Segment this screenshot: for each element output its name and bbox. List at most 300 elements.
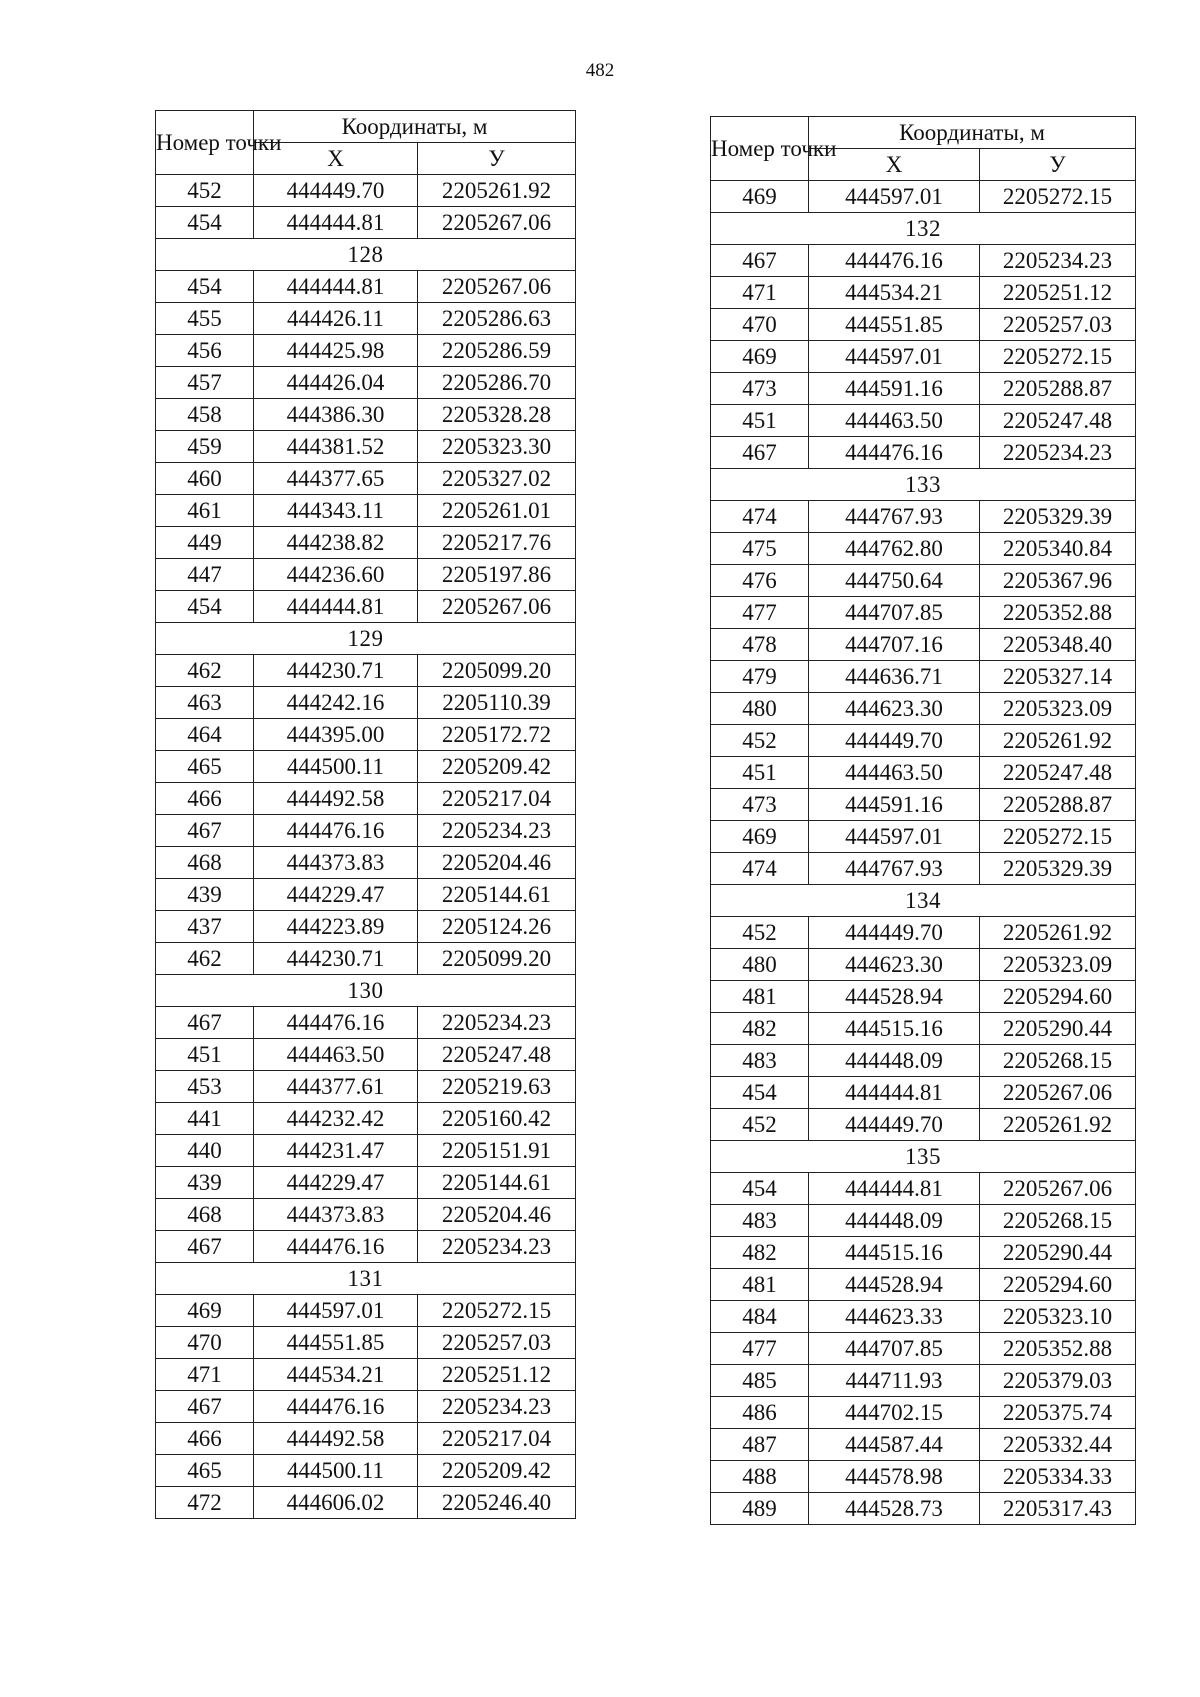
y-coordinate-cell: 2205272.15 — [418, 1295, 576, 1327]
table-row — [711, 565, 1136, 597]
table-row — [711, 181, 1136, 213]
section-number: 128 — [156, 239, 576, 271]
x-coordinate-cell: 444636.71 — [809, 661, 980, 693]
point-number-cell: 469 — [711, 341, 809, 373]
point-number-cell: 478 — [711, 629, 809, 661]
point-number-cell: 454 — [711, 1173, 809, 1205]
header-point-number: Номер точки — [156, 111, 254, 175]
y-coordinate-cell: 2205124.26 — [418, 911, 576, 943]
point-number-cell: 483 — [711, 1205, 809, 1237]
point-number-cell: 469 — [711, 821, 809, 853]
y-coordinate-cell: 2205294.60 — [980, 981, 1136, 1013]
table-row — [711, 1109, 1136, 1141]
x-coordinate-cell: 444444.81 — [254, 271, 418, 303]
table-row — [711, 725, 1136, 757]
section-number: 129 — [156, 623, 576, 655]
y-coordinate-cell: 2205247.48 — [980, 757, 1136, 789]
y-coordinate-cell: 2205257.03 — [980, 309, 1136, 341]
section-number: 130 — [156, 975, 576, 1007]
y-coordinate-cell: 2205352.88 — [980, 597, 1136, 629]
y-coordinate-cell: 2205261.92 — [418, 175, 576, 207]
table-row — [156, 303, 576, 335]
table-row — [156, 943, 576, 975]
y-coordinate-cell: 2205261.01 — [418, 495, 576, 527]
point-number-cell: 472 — [156, 1487, 254, 1519]
y-coordinate-cell: 2205219.63 — [418, 1071, 576, 1103]
x-coordinate-cell: 444707.85 — [809, 597, 980, 629]
table-row — [156, 1391, 576, 1423]
x-coordinate-cell: 444597.01 — [809, 821, 980, 853]
y-coordinate-cell: 2205204.46 — [418, 847, 576, 879]
x-coordinate-cell: 444476.16 — [809, 245, 980, 277]
table-row — [156, 1007, 576, 1039]
y-coordinate-cell: 2205267.06 — [980, 1173, 1136, 1205]
header-y: У — [980, 149, 1136, 181]
table-row — [711, 1205, 1136, 1237]
x-coordinate-cell: 444534.21 — [809, 277, 980, 309]
table-row — [156, 1455, 576, 1487]
x-coordinate-cell: 444238.82 — [254, 527, 418, 559]
x-coordinate-cell: 444597.01 — [254, 1295, 418, 1327]
point-number-cell: 460 — [156, 463, 254, 495]
x-coordinate-cell: 444449.70 — [254, 175, 418, 207]
x-coordinate-cell: 444449.70 — [809, 725, 980, 757]
x-coordinate-cell: 444707.16 — [809, 629, 980, 661]
x-coordinate-cell: 444515.16 — [809, 1013, 980, 1045]
x-coordinate-cell: 444762.80 — [809, 533, 980, 565]
table-row — [156, 207, 576, 239]
x-coordinate-cell: 444444.81 — [809, 1077, 980, 1109]
table-row — [156, 1103, 576, 1135]
table-row — [156, 911, 576, 943]
table-row — [711, 1045, 1136, 1077]
table-row — [156, 431, 576, 463]
point-number-cell: 480 — [711, 693, 809, 725]
header-y: У — [418, 143, 576, 175]
section-row — [156, 623, 576, 655]
section-row — [156, 975, 576, 1007]
point-number-cell: 483 — [711, 1045, 809, 1077]
y-coordinate-cell: 2205288.87 — [980, 373, 1136, 405]
y-coordinate-cell: 2205294.60 — [980, 1269, 1136, 1301]
table-row — [156, 1231, 576, 1263]
table-row — [711, 501, 1136, 533]
x-coordinate-cell: 444707.85 — [809, 1333, 980, 1365]
y-coordinate-cell: 2205261.92 — [980, 1109, 1136, 1141]
point-number-cell: 467 — [156, 1391, 254, 1423]
x-coordinate-cell: 444551.85 — [254, 1327, 418, 1359]
x-coordinate-cell: 444381.52 — [254, 431, 418, 463]
y-coordinate-cell: 2205334.33 — [980, 1461, 1136, 1493]
y-coordinate-cell: 2205144.61 — [418, 1167, 576, 1199]
y-coordinate-cell: 2205375.74 — [980, 1397, 1136, 1429]
y-coordinate-cell: 2205251.12 — [980, 277, 1136, 309]
y-coordinate-cell: 2205251.12 — [418, 1359, 576, 1391]
y-coordinate-cell: 2205267.06 — [418, 271, 576, 303]
x-coordinate-cell: 444528.94 — [809, 981, 980, 1013]
y-coordinate-cell: 2205329.39 — [980, 853, 1136, 885]
y-coordinate-cell: 2205247.48 — [980, 405, 1136, 437]
table-row — [711, 949, 1136, 981]
x-coordinate-cell: 444597.01 — [809, 341, 980, 373]
point-number-cell: 467 — [711, 245, 809, 277]
table-row — [156, 751, 576, 783]
table-row — [711, 1077, 1136, 1109]
table-row — [156, 463, 576, 495]
y-coordinate-cell: 2205290.44 — [980, 1013, 1136, 1045]
y-coordinate-cell: 2205290.44 — [980, 1237, 1136, 1269]
table-row — [711, 1301, 1136, 1333]
point-number-cell: 476 — [711, 565, 809, 597]
y-coordinate-cell: 2205367.96 — [980, 565, 1136, 597]
coordinates-table-left — [155, 110, 576, 1519]
table-row — [156, 687, 576, 719]
point-number-cell: 474 — [711, 501, 809, 533]
x-coordinate-cell: 444242.16 — [254, 687, 418, 719]
point-number-cell: 471 — [156, 1359, 254, 1391]
y-coordinate-cell: 2205099.20 — [418, 655, 576, 687]
y-coordinate-cell: 2205247.48 — [418, 1039, 576, 1071]
table-row — [156, 271, 576, 303]
table-row — [711, 981, 1136, 1013]
table-row — [711, 373, 1136, 405]
table-row — [156, 175, 576, 207]
point-number-cell: 467 — [156, 1231, 254, 1263]
x-coordinate-cell: 444476.16 — [254, 1391, 418, 1423]
x-coordinate-cell: 444623.30 — [809, 693, 980, 725]
point-number-cell: 470 — [711, 309, 809, 341]
x-coordinate-cell: 444232.42 — [254, 1103, 418, 1135]
point-number-cell: 451 — [711, 405, 809, 437]
y-coordinate-cell: 2205327.02 — [418, 463, 576, 495]
y-coordinate-cell: 2205234.23 — [418, 815, 576, 847]
x-coordinate-cell: 444702.15 — [809, 1397, 980, 1429]
x-coordinate-cell: 444476.16 — [254, 815, 418, 847]
y-coordinate-cell: 2205261.92 — [980, 725, 1136, 757]
x-coordinate-cell: 444750.64 — [809, 565, 980, 597]
point-number-cell: 459 — [156, 431, 254, 463]
y-coordinate-cell: 2205261.92 — [980, 917, 1136, 949]
point-number-cell: 469 — [156, 1295, 254, 1327]
table-row — [156, 527, 576, 559]
x-coordinate-cell: 444426.04 — [254, 367, 418, 399]
point-number-cell: 475 — [711, 533, 809, 565]
y-coordinate-cell: 2205323.09 — [980, 949, 1136, 981]
point-number-cell: 467 — [156, 1007, 254, 1039]
table-row — [156, 495, 576, 527]
table-row — [711, 853, 1136, 885]
table-body — [711, 181, 1136, 1525]
x-coordinate-cell: 444229.47 — [254, 1167, 418, 1199]
point-number-cell: 447 — [156, 559, 254, 591]
point-number-cell: 439 — [156, 879, 254, 911]
point-number-cell: 452 — [711, 1109, 809, 1141]
y-coordinate-cell: 2205234.23 — [980, 245, 1136, 277]
table-row — [156, 399, 576, 431]
coordinates-table-right — [710, 116, 1136, 1525]
table-row — [156, 783, 576, 815]
y-coordinate-cell: 2205234.23 — [980, 437, 1136, 469]
table-body — [156, 175, 576, 1519]
table-row — [711, 917, 1136, 949]
x-coordinate-cell: 444230.71 — [254, 655, 418, 687]
table-row — [156, 1359, 576, 1391]
y-coordinate-cell: 2205151.91 — [418, 1135, 576, 1167]
y-coordinate-cell: 2205323.30 — [418, 431, 576, 463]
table-row — [711, 661, 1136, 693]
table-row — [156, 1167, 576, 1199]
y-coordinate-cell: 2205272.15 — [980, 181, 1136, 213]
section-number: 132 — [711, 213, 1136, 245]
x-coordinate-cell: 444476.16 — [809, 437, 980, 469]
point-number-cell: 441 — [156, 1103, 254, 1135]
y-coordinate-cell: 2205329.39 — [980, 501, 1136, 533]
x-coordinate-cell: 444377.65 — [254, 463, 418, 495]
section-row — [711, 213, 1136, 245]
table-row — [711, 1365, 1136, 1397]
x-coordinate-cell: 444528.94 — [809, 1269, 980, 1301]
y-coordinate-cell: 2205234.23 — [418, 1391, 576, 1423]
x-coordinate-cell: 444373.83 — [254, 847, 418, 879]
table-row — [711, 597, 1136, 629]
point-number-cell: 477 — [711, 597, 809, 629]
point-number-cell: 458 — [156, 399, 254, 431]
x-coordinate-cell: 444767.93 — [809, 501, 980, 533]
point-number-cell: 465 — [156, 1455, 254, 1487]
table-row — [711, 1013, 1136, 1045]
x-coordinate-cell: 444426.11 — [254, 303, 418, 335]
section-number: 131 — [156, 1263, 576, 1295]
table-row — [711, 1333, 1136, 1365]
y-coordinate-cell: 2205288.87 — [980, 789, 1136, 821]
y-coordinate-cell: 2205217.04 — [418, 1423, 576, 1455]
header-coordinates: Координаты, м — [254, 111, 576, 143]
table-row — [156, 367, 576, 399]
point-number-cell: 449 — [156, 527, 254, 559]
x-coordinate-cell: 444578.98 — [809, 1461, 980, 1493]
header-x: X — [254, 143, 418, 175]
point-number-cell: 462 — [156, 655, 254, 687]
x-coordinate-cell: 444449.70 — [809, 1109, 980, 1141]
point-number-cell: 451 — [711, 757, 809, 789]
table-row — [156, 335, 576, 367]
section-row — [711, 885, 1136, 917]
point-number-cell: 467 — [711, 437, 809, 469]
table-row — [711, 1461, 1136, 1493]
y-coordinate-cell: 2205272.15 — [980, 821, 1136, 853]
y-coordinate-cell: 2205267.06 — [418, 591, 576, 623]
point-number-cell: 481 — [711, 1269, 809, 1301]
point-number-cell: 469 — [711, 181, 809, 213]
point-number-cell: 464 — [156, 719, 254, 751]
x-coordinate-cell: 444623.33 — [809, 1301, 980, 1333]
x-coordinate-cell: 444463.50 — [809, 757, 980, 789]
x-coordinate-cell: 444448.09 — [809, 1205, 980, 1237]
point-number-cell: 477 — [711, 1333, 809, 1365]
x-coordinate-cell: 444591.16 — [809, 373, 980, 405]
y-coordinate-cell: 2205217.76 — [418, 527, 576, 559]
header-coordinates: Координаты, м — [809, 117, 1136, 149]
y-coordinate-cell: 2205317.43 — [980, 1493, 1136, 1525]
table-row — [711, 309, 1136, 341]
x-coordinate-cell: 444476.16 — [254, 1231, 418, 1263]
section-number: 134 — [711, 885, 1136, 917]
y-coordinate-cell: 2205323.10 — [980, 1301, 1136, 1333]
header-x: X — [809, 149, 980, 181]
point-number-cell: 454 — [156, 207, 254, 239]
page-number: 482 — [585, 60, 615, 81]
y-coordinate-cell: 2205234.23 — [418, 1231, 576, 1263]
table-row — [156, 1071, 576, 1103]
table-row — [156, 1295, 576, 1327]
x-coordinate-cell: 444444.81 — [254, 207, 418, 239]
point-number-cell: 471 — [711, 277, 809, 309]
point-number-cell: 474 — [711, 853, 809, 885]
table-row — [156, 559, 576, 591]
point-number-cell: 452 — [711, 917, 809, 949]
table-row — [711, 245, 1136, 277]
section-row — [711, 469, 1136, 501]
table-row — [156, 591, 576, 623]
x-coordinate-cell: 444500.11 — [254, 1455, 418, 1487]
x-coordinate-cell: 444373.83 — [254, 1199, 418, 1231]
table-row — [156, 879, 576, 911]
table-row — [711, 629, 1136, 661]
y-coordinate-cell: 2205204.46 — [418, 1199, 576, 1231]
point-number-cell: 463 — [156, 687, 254, 719]
y-coordinate-cell: 2205099.20 — [418, 943, 576, 975]
x-coordinate-cell: 444500.11 — [254, 751, 418, 783]
x-coordinate-cell: 444444.81 — [809, 1173, 980, 1205]
point-number-cell: 437 — [156, 911, 254, 943]
y-coordinate-cell: 2205268.15 — [980, 1205, 1136, 1237]
point-number-cell: 481 — [711, 981, 809, 1013]
table-row — [711, 757, 1136, 789]
table-row — [711, 1429, 1136, 1461]
x-coordinate-cell: 444343.11 — [254, 495, 418, 527]
table-row — [156, 1199, 576, 1231]
y-coordinate-cell: 2205286.70 — [418, 367, 576, 399]
x-coordinate-cell: 444377.61 — [254, 1071, 418, 1103]
y-coordinate-cell: 2205323.09 — [980, 693, 1136, 725]
point-number-cell: 461 — [156, 495, 254, 527]
point-number-cell: 440 — [156, 1135, 254, 1167]
y-coordinate-cell: 2205340.84 — [980, 533, 1136, 565]
x-coordinate-cell: 444515.16 — [809, 1237, 980, 1269]
section-row — [156, 1263, 576, 1295]
x-coordinate-cell: 444448.09 — [809, 1045, 980, 1077]
table-row — [156, 719, 576, 751]
x-coordinate-cell: 444231.47 — [254, 1135, 418, 1167]
x-coordinate-cell: 444425.98 — [254, 335, 418, 367]
table-row — [711, 1493, 1136, 1525]
x-coordinate-cell: 444223.89 — [254, 911, 418, 943]
x-coordinate-cell: 444528.73 — [809, 1493, 980, 1525]
point-number-cell: 455 — [156, 303, 254, 335]
point-number-cell: 473 — [711, 789, 809, 821]
point-number-cell: 452 — [156, 175, 254, 207]
table-row — [156, 1487, 576, 1519]
y-coordinate-cell: 2205172.72 — [418, 719, 576, 751]
point-number-cell: 462 — [156, 943, 254, 975]
x-coordinate-cell: 444449.70 — [809, 917, 980, 949]
section-number: 133 — [711, 469, 1136, 501]
x-coordinate-cell: 444463.50 — [254, 1039, 418, 1071]
y-coordinate-cell: 2205267.06 — [418, 207, 576, 239]
table-row — [156, 847, 576, 879]
x-coordinate-cell: 444444.81 — [254, 591, 418, 623]
y-coordinate-cell: 2205332.44 — [980, 1429, 1136, 1461]
x-coordinate-cell: 444551.85 — [809, 309, 980, 341]
point-number-cell: 467 — [156, 815, 254, 847]
x-coordinate-cell: 444587.44 — [809, 1429, 980, 1461]
x-coordinate-cell: 444606.02 — [254, 1487, 418, 1519]
y-coordinate-cell: 2205267.06 — [980, 1077, 1136, 1109]
point-number-cell: 486 — [711, 1397, 809, 1429]
y-coordinate-cell: 2205197.86 — [418, 559, 576, 591]
point-number-cell: 480 — [711, 949, 809, 981]
y-coordinate-cell: 2205352.88 — [980, 1333, 1136, 1365]
y-coordinate-cell: 2205217.04 — [418, 783, 576, 815]
x-coordinate-cell: 444711.93 — [809, 1365, 980, 1397]
table-row — [711, 1397, 1136, 1429]
y-coordinate-cell: 2205379.03 — [980, 1365, 1136, 1397]
x-coordinate-cell: 444534.21 — [254, 1359, 418, 1391]
table-row — [156, 655, 576, 687]
y-coordinate-cell: 2205160.42 — [418, 1103, 576, 1135]
point-number-cell: 466 — [156, 783, 254, 815]
table-row — [711, 1269, 1136, 1301]
point-number-cell: 466 — [156, 1423, 254, 1455]
x-coordinate-cell: 444236.60 — [254, 559, 418, 591]
section-number: 135 — [711, 1141, 1136, 1173]
y-coordinate-cell: 2205110.39 — [418, 687, 576, 719]
point-number-cell: 465 — [156, 751, 254, 783]
table-row — [711, 533, 1136, 565]
table-row — [156, 1135, 576, 1167]
x-coordinate-cell: 444492.58 — [254, 1423, 418, 1455]
point-number-cell: 482 — [711, 1237, 809, 1269]
x-coordinate-cell: 444623.30 — [809, 949, 980, 981]
section-row — [711, 1141, 1136, 1173]
point-number-cell: 484 — [711, 1301, 809, 1333]
y-coordinate-cell: 2205246.40 — [418, 1487, 576, 1519]
point-number-cell: 452 — [711, 725, 809, 757]
y-coordinate-cell: 2205234.23 — [418, 1007, 576, 1039]
point-number-cell: 454 — [156, 591, 254, 623]
x-coordinate-cell: 444229.47 — [254, 879, 418, 911]
table-row — [711, 341, 1136, 373]
y-coordinate-cell: 2205272.15 — [980, 341, 1136, 373]
point-number-cell: 439 — [156, 1167, 254, 1199]
x-coordinate-cell: 444463.50 — [809, 405, 980, 437]
point-number-cell: 470 — [156, 1327, 254, 1359]
point-number-cell: 489 — [711, 1493, 809, 1525]
table-row — [711, 1237, 1136, 1269]
x-coordinate-cell: 444492.58 — [254, 783, 418, 815]
x-coordinate-cell: 444597.01 — [809, 181, 980, 213]
y-coordinate-cell: 2205144.61 — [418, 879, 576, 911]
table-row — [711, 277, 1136, 309]
point-number-cell: 451 — [156, 1039, 254, 1071]
point-number-cell: 479 — [711, 661, 809, 693]
point-number-cell: 488 — [711, 1461, 809, 1493]
point-number-cell: 453 — [156, 1071, 254, 1103]
table-row — [711, 693, 1136, 725]
point-number-cell: 454 — [156, 271, 254, 303]
point-number-cell: 454 — [711, 1077, 809, 1109]
table-row — [156, 1039, 576, 1071]
